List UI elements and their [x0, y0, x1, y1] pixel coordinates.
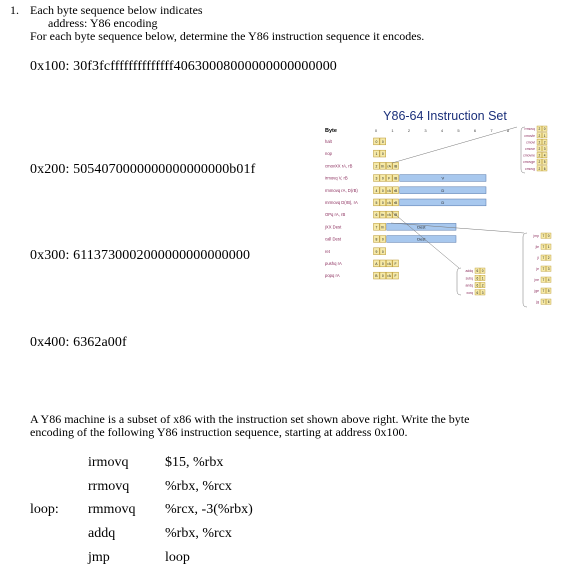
table-code-text: 6: [476, 276, 479, 281]
table-entry-name: jge: [534, 289, 539, 294]
instruction-name: irmovq V, rB: [325, 175, 348, 181]
table-code-text: 7: [542, 267, 545, 272]
table-code-text: 4: [543, 153, 546, 158]
field-bar-label: D: [441, 200, 445, 205]
table-code-text: 2: [538, 166, 541, 171]
table-entry-name: je: [536, 267, 539, 272]
code-cell-text: rA: [387, 274, 391, 279]
table-code-text: 3: [481, 290, 484, 295]
instruction-name: rmmovq rA, D(rB): [325, 187, 358, 193]
connector-lines: [391, 127, 527, 307]
byte-number: 6: [473, 128, 477, 133]
instruction-row: [325, 150, 386, 157]
code-cell-text: 0: [381, 237, 384, 242]
field-bar-label: Dest: [417, 224, 426, 230]
sequence-0x400: 0x400: 6362a00f: [30, 335, 127, 350]
table-code-text: 1: [481, 276, 484, 281]
code-cell-text: rA: [387, 213, 391, 218]
table-code-text: 2: [538, 127, 541, 132]
table-code-text: 3: [547, 267, 550, 272]
sequence-0x100: 0x100: 30f3fcffffffffffffff40630008000000000000000: [30, 59, 337, 74]
table-code-text: 7: [542, 256, 545, 261]
code-cell-text: fn: [381, 213, 385, 218]
table-entry-name: cmovg: [525, 166, 535, 171]
instruction-name: jXX Dest: [325, 224, 342, 230]
byte-number-row: [375, 128, 510, 133]
table-code-text: 7: [542, 300, 545, 305]
code-cell-text: 9: [375, 249, 378, 254]
code-cell-text: 3: [375, 176, 378, 181]
table-code-text: 6: [476, 269, 479, 274]
code-cell-text: rA: [387, 188, 391, 193]
code-cell-text: fn: [381, 164, 385, 169]
instruction-name: mrmovq D(rB), rA: [325, 200, 358, 205]
instruction-row: [325, 211, 399, 218]
table-entry-name: cmovge: [523, 160, 535, 165]
table-entry-name: jle: [535, 245, 539, 250]
code-cell-text: rA: [387, 262, 391, 266]
code-cell-text: 8: [375, 237, 378, 242]
table-entry-name: cmovl: [526, 140, 535, 145]
instruction-name: cmovXX rA, rB: [325, 163, 353, 169]
sequence-0x200: 0x200: 5054070000000000000000b01f: [30, 162, 256, 177]
table-entry-name: rrmovq: [524, 127, 535, 132]
code-cell-text: 6: [375, 213, 378, 218]
instruction-row: [324, 223, 456, 230]
op-brace: [457, 268, 461, 295]
code-cell-text: 0: [381, 188, 384, 193]
cmov-table: [523, 126, 547, 171]
code-cell-text: fn: [381, 225, 385, 230]
instruction-row: [325, 138, 386, 145]
problem-line-2: address: Y86 encoding: [48, 16, 158, 30]
table-code-text: 2: [538, 140, 541, 145]
table-code-text: 7: [542, 278, 545, 283]
cmov-connector: [392, 127, 517, 163]
table-entry-name: cmovle: [524, 133, 535, 138]
instruction-name: pushq rA: [325, 261, 342, 266]
byte-label: Byte: [325, 128, 337, 134]
table-code-text: 7: [542, 289, 545, 294]
field-bar-label: Dest: [417, 236, 426, 242]
code-cell-text: rB: [393, 188, 398, 193]
problem-line-3: For each byte sequence below, determine the Y86 instruction sequence it encodes.: [30, 29, 425, 43]
code-cell-text: rB: [393, 164, 398, 169]
byte-number: 0: [374, 128, 378, 133]
part2-line-1: A Y86 machine is a subset of x86 with the instruction set shown above right. Write the byte: [30, 412, 470, 426]
table-code-text: 3: [543, 147, 546, 151]
byte-number: 3: [424, 128, 427, 133]
table-code-text: 0: [481, 269, 484, 274]
jmp-brace: [523, 233, 527, 307]
instruction-row: [325, 187, 486, 194]
instruction-row: [325, 236, 456, 243]
code-cell-text: rA: [387, 201, 391, 205]
program-args-2: %rbx, %rcx: [165, 479, 232, 494]
table-entry-name: cmovne: [523, 153, 535, 158]
code-cell-text: rB: [393, 176, 398, 181]
table-code-text: 6: [476, 283, 479, 288]
code-cell-text: 0: [381, 274, 384, 279]
instruction-row: [325, 199, 486, 206]
table-code-text: 4: [547, 278, 550, 283]
part2-line-2: encoding of the following Y86 instruction sequence, starting at address 0x100.: [30, 425, 408, 439]
program-label-loop: loop:: [30, 502, 59, 517]
program-op-2: rrmovq: [88, 479, 130, 494]
code-cell-text: 1: [375, 152, 378, 157]
program-args-5: loop: [165, 550, 190, 565]
table-code-text: 7: [542, 234, 545, 239]
table-entry-name: addq: [465, 269, 473, 274]
field-bar-label: D: [441, 187, 445, 193]
instruction-row: [325, 175, 486, 182]
instruction-name: nop: [325, 151, 332, 157]
code-cell-text: F: [394, 262, 397, 266]
instruction-name: halt: [325, 139, 332, 144]
table-code-text: 2: [543, 140, 546, 145]
code-cell-text: 0: [381, 152, 384, 157]
table-entry-name: jne: [534, 278, 539, 283]
table-code-text: 1: [547, 245, 550, 250]
byte-number: 1: [391, 128, 394, 133]
table-code-text: 5: [547, 289, 550, 294]
byte-number: 8: [506, 128, 510, 133]
table-code-text: 2: [538, 133, 541, 138]
table-code-text: 2: [538, 160, 541, 165]
op-table: [465, 268, 485, 295]
field-bar-label: V: [441, 175, 445, 181]
code-cell-text: 5: [375, 201, 378, 205]
table-code-text: 2: [538, 153, 541, 158]
instruction-name: OPq rA, rB: [325, 212, 346, 218]
table-entry-name: jl: [537, 256, 539, 261]
table-code-text: 1: [543, 133, 546, 138]
instruction-name: ret: [325, 248, 330, 254]
table-code-text: 6: [543, 166, 546, 171]
program-op-3: rmmovq: [88, 502, 136, 517]
table-code-text: 2: [538, 147, 541, 151]
table-code-text: 5: [543, 160, 546, 165]
code-cell-text: 0: [381, 262, 384, 266]
table-code-text: 2: [481, 283, 484, 288]
byte-number: 5: [457, 128, 460, 133]
instruction-row: [325, 248, 386, 255]
figure-title: Y86-64 Instruction Set: [383, 109, 507, 123]
code-cell-text: 2: [375, 164, 378, 169]
byte-number: 7: [490, 128, 493, 133]
instruction-name: call Dest: [325, 236, 342, 242]
table-code-text: 6: [547, 300, 550, 305]
table-code-text: 2: [547, 256, 550, 261]
instruction-row: [325, 272, 399, 279]
byte-number: 2: [407, 128, 411, 133]
table-entry-name: cmove: [525, 147, 535, 151]
code-cell-text: 0: [381, 140, 384, 144]
table-entry-name: subq: [465, 276, 473, 281]
code-cell-text: 4: [375, 188, 378, 193]
program-op-1: irmovq: [88, 455, 129, 470]
table-entry-name: jg: [536, 300, 539, 305]
table-entry-name: xorq: [466, 290, 473, 295]
instruction-row: [325, 162, 399, 169]
problem-line-1: Each byte sequence below indicates: [30, 3, 203, 17]
program-args-1: $15, %rbx: [165, 455, 224, 470]
code-cell-text: F: [394, 274, 397, 279]
code-cell-text: F: [388, 176, 391, 181]
table-code-text: 7: [542, 245, 545, 250]
side-tables: [391, 126, 551, 307]
table-code-text: 6: [476, 290, 479, 295]
code-cell-text: 0: [381, 176, 384, 181]
table-entry-name: andq: [465, 283, 473, 288]
code-cell-text: 7: [375, 225, 378, 230]
instruction-set-figure: [319, 103, 557, 315]
program-args-4: %rbx, %rcx: [165, 526, 232, 541]
code-cell-text: rB: [393, 201, 398, 205]
jmp-table: [533, 233, 551, 304]
instruction-row: [325, 260, 399, 267]
code-cell-text: rA: [387, 164, 391, 169]
code-cell-text: rB: [393, 213, 398, 218]
code-cell-text: B: [375, 274, 378, 279]
program-op-4: addq: [88, 526, 116, 541]
instruction-set-diagram: [319, 103, 557, 315]
code-cell-text: 0: [375, 140, 378, 144]
instruction-name: popq rA: [325, 273, 340, 279]
code-cell-text: 0: [381, 249, 384, 254]
table-entry-name: jmp: [533, 234, 539, 239]
table-code-text: 0: [547, 234, 550, 239]
byte-number: 4: [440, 128, 444, 133]
table-code-text: 0: [543, 127, 546, 132]
code-cell-text: A: [375, 262, 378, 266]
program-op-5: jmp: [88, 550, 110, 565]
sequence-0x300: 0x300: 6113730002000000000000000: [30, 248, 251, 263]
program-args-3: %rcx, -3(%rbx): [165, 502, 253, 517]
code-cell-text: 0: [381, 201, 384, 205]
problem-number: 1.: [10, 3, 19, 17]
